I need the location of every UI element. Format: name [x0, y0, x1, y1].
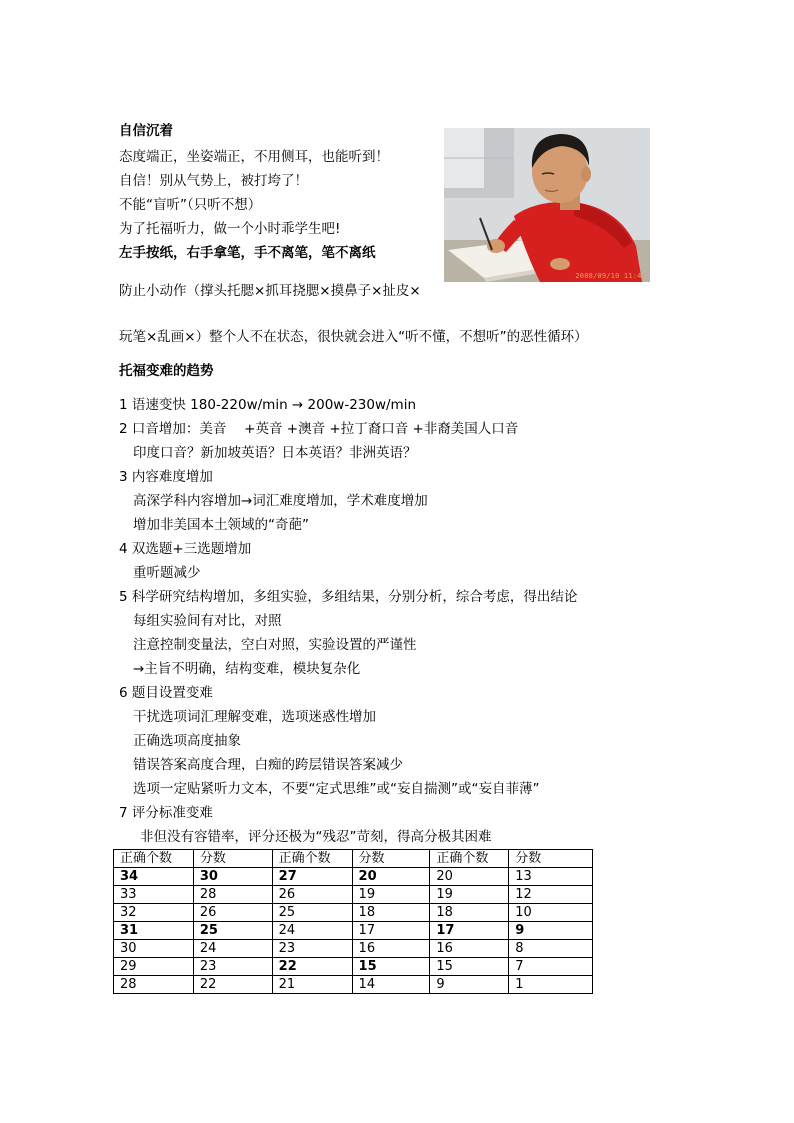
- table-cell: 25: [193, 922, 272, 940]
- list-item: 5 科学研究结构增加，多组实验，多组结果，分别分析，综合考虑，得出结论: [119, 589, 578, 605]
- table-cell: 14: [352, 976, 430, 994]
- table-cell: 9: [430, 976, 509, 994]
- list-subitem: 干扰选项词汇理解变难，选项迷惑性增加: [133, 709, 376, 725]
- list-item: 7 评分标准变难: [119, 805, 213, 821]
- text-line: 态度端正，坐姿端正，不用侧耳，也能听到！: [119, 149, 389, 165]
- table-cell: 7: [509, 958, 593, 976]
- table-cell: 30: [193, 868, 272, 886]
- table-header-cell: 分数: [193, 850, 272, 868]
- table-cell: 18: [430, 904, 509, 922]
- list-subitem: 重听题减少: [133, 565, 201, 581]
- table-header-cell: 分数: [509, 850, 593, 868]
- table-row: [114, 976, 593, 994]
- list-item: 4 双选题+三选题增加: [119, 541, 252, 557]
- table-cell: 17: [430, 922, 509, 940]
- list-item: 3 内容难度增加: [119, 469, 213, 485]
- table-header-cell: 正确个数: [114, 850, 194, 868]
- text-line-bold: 左手按纸，右手拿笔，手不离笔，笔不离纸: [119, 245, 376, 261]
- list-subitem: 错误答案高度合理，白痴的跨层错误答案减少: [133, 757, 403, 773]
- section-heading-trend: 托福变难的趋势: [119, 363, 214, 379]
- table-cell: 18: [352, 904, 430, 922]
- list-item: 2 口音增加：美音 +英音 +澳音 +拉丁裔口音 +非裔美国人口音: [119, 421, 519, 437]
- list-item: 1 语速变快 180-220w/min → 200w-230w/min: [119, 397, 417, 413]
- table-cell: 22: [272, 958, 352, 976]
- text-line-habits-cont: 玩笔×乱画×）整个人不在状态，很快就会进入“听不懂，不想听”的恶性循环）: [119, 329, 588, 345]
- list-subitem: 印度口音？新加坡英语？日本英语？非洲英语？: [133, 445, 417, 461]
- table-header-cell: 正确个数: [272, 850, 352, 868]
- list-subitem: →主旨不明确，结构变难，模块复杂化: [133, 661, 361, 677]
- table-header-cell: 正确个数: [430, 850, 509, 868]
- table-cell: 16: [352, 940, 430, 958]
- table-cell: 10: [509, 904, 593, 922]
- table-cell: 15: [352, 958, 430, 976]
- table-cell: 23: [193, 958, 272, 976]
- text-line: 不能“盲听”（只听不想）: [119, 197, 262, 213]
- table-cell: 28: [193, 886, 272, 904]
- table-row: [114, 886, 593, 904]
- table-cell: 20: [430, 868, 509, 886]
- table-cell: 8: [509, 940, 593, 958]
- table-cell: 32: [114, 904, 194, 922]
- score-conversion-table: [113, 849, 593, 994]
- table-cell: 28: [114, 976, 194, 994]
- list-subitem: 增加非美国本土领域的“奇葩”: [133, 517, 309, 533]
- table-cell: 17: [352, 922, 430, 940]
- table-cell: 12: [509, 886, 593, 904]
- table-row: [114, 868, 593, 886]
- list-subitem: 每组实验间有对比，对照: [133, 613, 282, 629]
- list-item: 6 题目设置变难: [119, 685, 213, 701]
- table-header-row: [114, 850, 593, 868]
- table-cell: 24: [272, 922, 352, 940]
- list-subitem: 正确选项高度抽象: [133, 733, 241, 749]
- text-line-habits: 防止小动作（撑头托腮×抓耳挠腮×摸鼻子×扯皮×: [119, 283, 421, 299]
- table-header-cell: 分数: [352, 850, 430, 868]
- section-heading-confidence: 自信沉着: [119, 123, 173, 139]
- photo-timestamp: 2008/09/10 11:47: [575, 272, 646, 280]
- table-row: [114, 958, 593, 976]
- table-cell: 25: [272, 904, 352, 922]
- table-cell: 34: [114, 868, 194, 886]
- table-cell: 16: [430, 940, 509, 958]
- table-cell: 23: [272, 940, 352, 958]
- table-cell: 31: [114, 922, 194, 940]
- list-subitem: 高深学科内容增加→词汇难度增加，学术难度增加: [133, 493, 428, 509]
- list-subitem: 注意控制变量法，空白对照，实验设置的严谨性: [133, 637, 417, 653]
- table-cell: 30: [114, 940, 194, 958]
- list-subitem: 选项一定贴紧听力文本，不要“定式思维”或“妄自揣测”或“妄自菲薄”: [133, 781, 540, 797]
- table-cell: 20: [352, 868, 430, 886]
- text-line: 为了托福听力，做一个小时乖学生吧!: [119, 221, 341, 237]
- table-cell: 24: [193, 940, 272, 958]
- table-row: [114, 904, 593, 922]
- table-cell: 19: [352, 886, 430, 904]
- table-cell: 26: [272, 886, 352, 904]
- table-cell: 33: [114, 886, 194, 904]
- table-cell: 27: [272, 868, 352, 886]
- table-row: [114, 940, 593, 958]
- table-cell: 22: [193, 976, 272, 994]
- text-line: 自信！别从气势上，被打垮了！: [119, 173, 308, 189]
- table-cell: 13: [509, 868, 593, 886]
- table-cell: 15: [430, 958, 509, 976]
- list-subitem: 非但没有容错率，评分还极为“残忍”苛刻，得高分极其困难: [140, 829, 492, 845]
- table-row: [114, 922, 593, 940]
- table-cell: 1: [509, 976, 593, 994]
- table-cell: 19: [430, 886, 509, 904]
- table-cell: 29: [114, 958, 194, 976]
- table-cell: 21: [272, 976, 352, 994]
- table-cell: 26: [193, 904, 272, 922]
- table-cell: 9: [509, 922, 593, 940]
- student-writing-photo: [444, 128, 650, 282]
